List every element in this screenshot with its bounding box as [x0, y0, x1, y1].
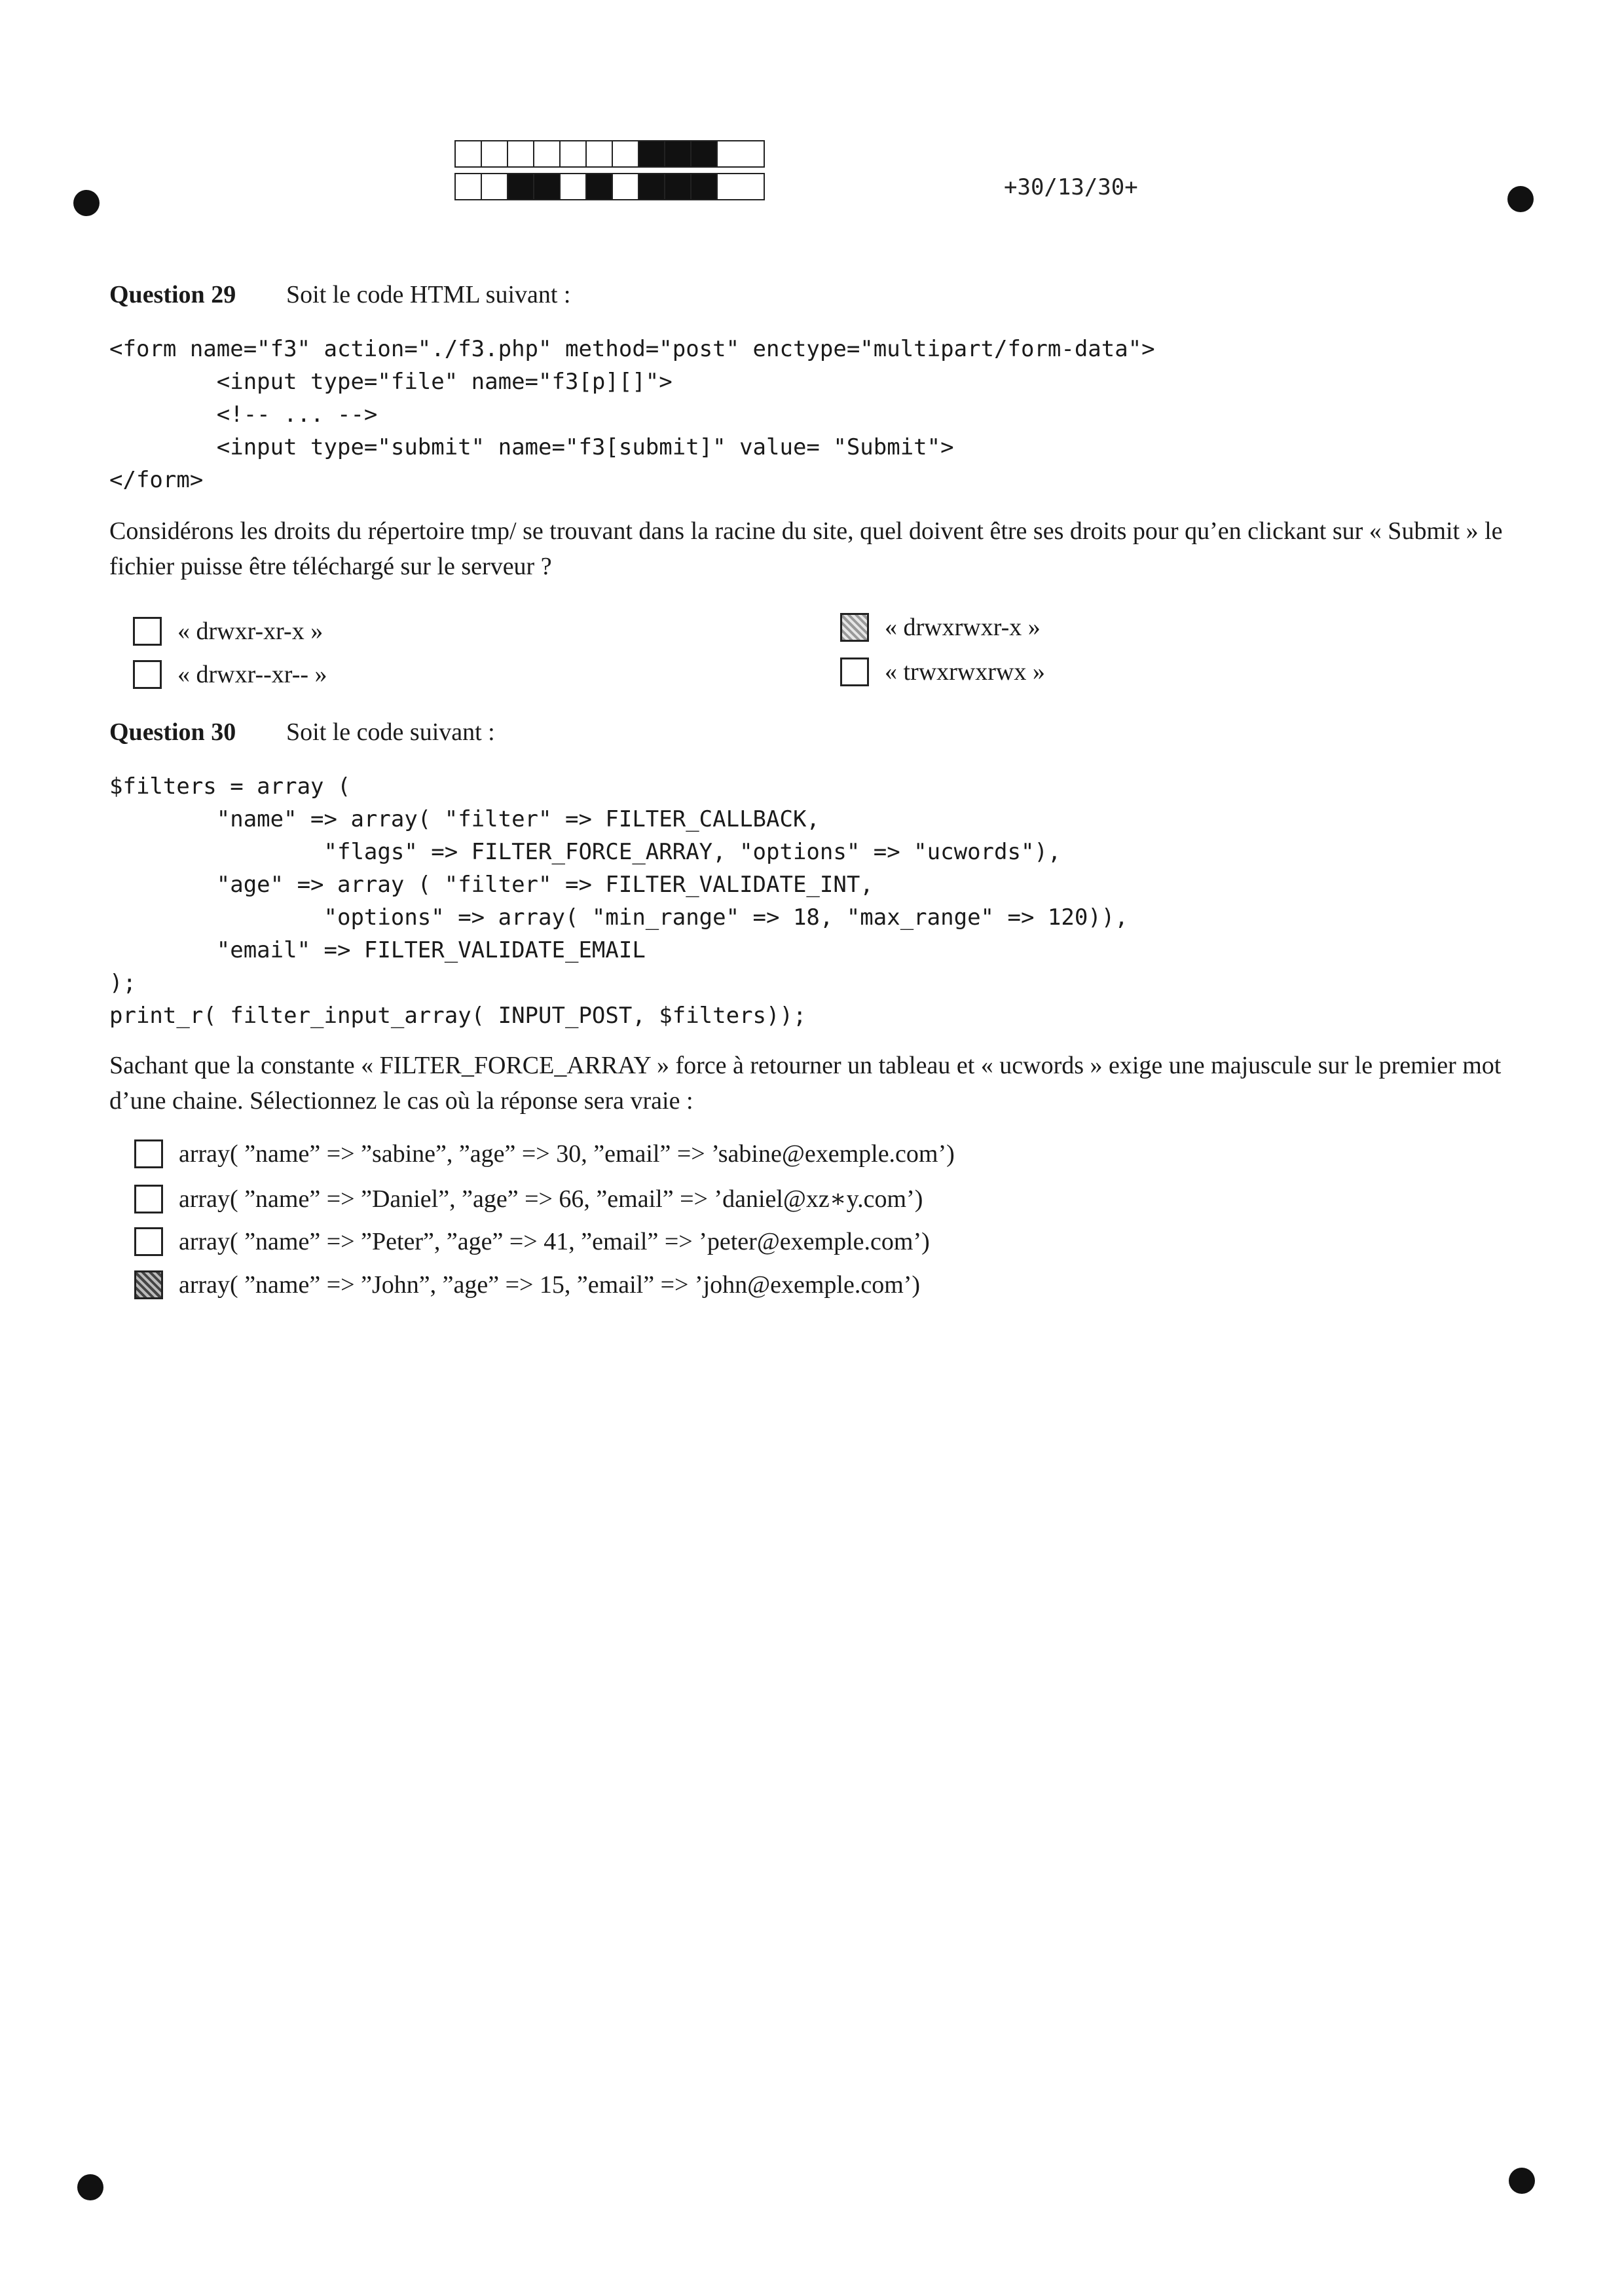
checkbox[interactable]: [133, 660, 162, 689]
id-code-cell: [482, 174, 508, 199]
id-code-cell: [456, 174, 482, 199]
id-code-cell: [665, 174, 692, 199]
checkbox[interactable]: [134, 1227, 163, 1256]
option-label: « drwxr-xr-x »: [177, 618, 323, 645]
q29-option-3[interactable]: [840, 613, 1041, 642]
question-number: Question 30: [109, 718, 236, 746]
registration-mark-bottom-right: [1509, 2168, 1535, 2194]
checkbox[interactable]: [134, 1139, 163, 1168]
id-code-cell: [534, 141, 561, 166]
id-code-cell: [665, 141, 692, 166]
registration-mark-top-left: [73, 190, 100, 216]
id-code-cell: [692, 174, 718, 199]
id-code-cell: [587, 141, 613, 166]
q30-option-2[interactable]: [134, 1184, 923, 1213]
id-code-cell: [561, 141, 587, 166]
option-label: « drwxrwxr-x »: [885, 614, 1041, 641]
option-label: array( ”name” => ”Daniel”, ”age” => 66, ”email” => ’daniel@xz∗y.com’): [179, 1185, 923, 1213]
question-intro: Soit le code suivant :: [286, 718, 495, 746]
checkbox-checked[interactable]: [134, 1270, 163, 1299]
q29-option-4[interactable]: [840, 657, 1045, 686]
question-30-text: Sachant que la constante « FILTER_FORCE_ARRAY » force à retourner un tableau et « ucwords » exige une majuscule sur le premier mot d’une chaine. Sélectionnez le cas où la réponse sera vraie :: [109, 1052, 1502, 1115]
id-code-cell: [456, 141, 482, 166]
id-code-cell: [692, 141, 718, 166]
registration-mark-top-right: [1507, 186, 1534, 212]
question-29-text: Considérons les droits du répertoire tmp/ se trouvant dans la racine du site, quel doivent être ses droits pour qu’en clickant sur « Submit » le fichier puisse être téléchargé sur le serveur ?: [109, 517, 1503, 580]
id-code-cell: [508, 174, 534, 199]
id-code-cell: [718, 141, 744, 166]
id-code-cell: [587, 174, 613, 199]
option-label: « trwxrwxrwx »: [885, 658, 1045, 686]
question-intro: Soit le code HTML suivant :: [286, 281, 571, 308]
id-code-cell: [613, 174, 639, 199]
checkbox[interactable]: [134, 1185, 163, 1213]
id-code-cell: [482, 141, 508, 166]
q29-option-2[interactable]: [133, 660, 327, 689]
question-number: Question 29: [109, 281, 236, 308]
checkbox-checked[interactable]: [840, 613, 869, 642]
option-label: array( ”name” => ”Peter”, ”age” => 41, ”email” => ’peter@exemple.com’): [179, 1228, 930, 1255]
id-code-cell: [639, 141, 665, 166]
id-code-row-2: [454, 173, 765, 200]
checkbox[interactable]: [133, 617, 162, 646]
question-29-header: [109, 280, 570, 309]
id-code-cell: [508, 141, 534, 166]
id-code-cell: [613, 141, 639, 166]
option-label: array( ”name” => ”John”, ”age” => 15, ”email” => ’john@exemple.com’): [179, 1271, 921, 1299]
id-code-cell: [639, 174, 665, 199]
question-30-code: $filters = array ( "name" => array( "filter" => FILTER_CALLBACK, "flags" => FILTER_FORCE_ARRAY, "options" => "ucwords"), "age" => array ( "filter" => FILTER_VALIDATE_INT, "options" => array( "min_range" => 18, "max_range" => 120)), "email" => FILTER_VALIDATE_EMAIL ); print_r( filter_input_array( INPUT_POST, $filters));: [109, 773, 1128, 1029]
page-id: +30/13/30+: [1004, 174, 1138, 200]
id-code-cell: [561, 174, 587, 199]
id-code-cell: [534, 174, 561, 199]
id-code-cell: [718, 174, 744, 199]
registration-mark-bottom-left: [77, 2174, 103, 2200]
q30-option-3[interactable]: [134, 1227, 930, 1256]
id-code-row-1: [454, 140, 765, 168]
checkbox[interactable]: [840, 657, 869, 686]
question-30-header: [109, 718, 495, 747]
option-label: « drwxr--xr-- »: [177, 661, 327, 688]
option-label: array( ”name” => ”sabine”, ”age” => 30, ”email” => ’sabine@exemple.com’): [179, 1140, 955, 1168]
q29-option-1[interactable]: [133, 617, 323, 646]
q30-option-4[interactable]: [134, 1270, 920, 1299]
question-29-code: <form name="f3" action="./f3.php" method="post" enctype="multipart/form-data"> <input type="file" name="f3[p][]"> <!-- ... --> <input type="submit" name="f3[submit]" value= "Submit"> </form>: [109, 336, 1155, 493]
q30-option-1[interactable]: [134, 1139, 955, 1168]
